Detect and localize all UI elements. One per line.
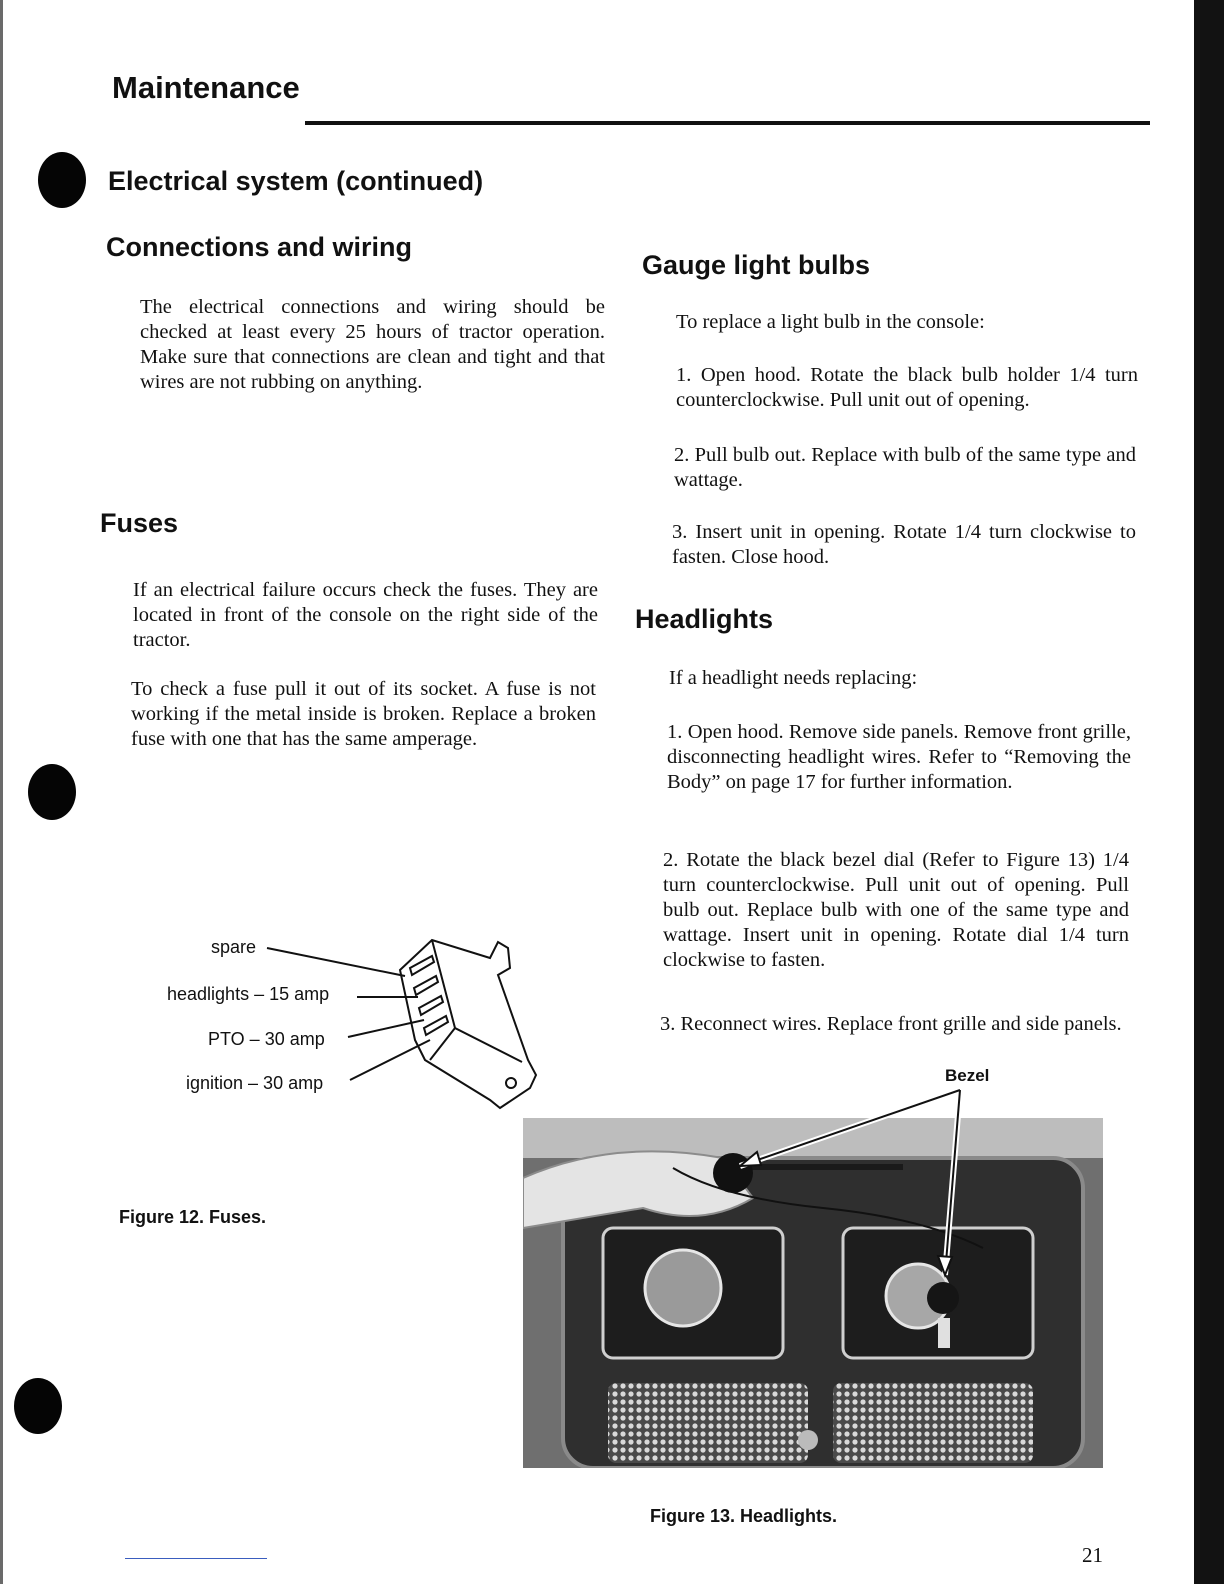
fuse-label-pto: PTO – 30 amp — [208, 1029, 325, 1049]
bezel-arrow-left — [740, 1090, 960, 1166]
page-header-title: Maintenance — [112, 70, 300, 105]
fuse-label-spare: spare — [211, 937, 257, 957]
fuses-paragraph-1: If an electrical failure occurs check the fuses. They are located in front of the console on the right side of the tractor. — [133, 579, 598, 651]
fuses-paragraph-2: To check a fuse pull it out of its socket. A fuse is not working if the metal inside is broken. Replace a broken fuse with one that has the same amperage. — [131, 678, 596, 750]
fuses-heading: Fuses — [100, 508, 179, 538]
fuse-label-ignition: ignition – 30 amp — [186, 1073, 324, 1093]
headlights-step-3: 3. Reconnect wires. Replace front grille and side panels. — [660, 1013, 1122, 1035]
bezel-callout-label: Bezel — [945, 1066, 990, 1085]
connections-heading: Connections and wiring — [106, 232, 413, 262]
gauge-step-3: 3. Insert unit in opening. Rotate 1/4 turn clockwise to fasten. Close hood. — [672, 521, 1136, 568]
gauge-step-2: 2. Pull bulb out. Replace with bulb of the same type and wattage. — [674, 444, 1136, 491]
headlights-step-1: 1. Open hood. Remove side panels. Remove front grille, disconnecting headlight wires. Refer to “Removing the Body” on page 17 for further information. — [667, 721, 1131, 793]
gauge-heading: Gauge light bulbs — [642, 250, 870, 280]
headlights-intro: If a headlight needs replacing: — [669, 667, 918, 689]
figure-13-caption: Figure 13. Headlights. — [650, 1506, 838, 1526]
connections-body: The electrical connections and wiring should be checked at least every 25 hours of tractor operation. Make sure that connections are clean and tight and that wires are not rubbing on anything. — [140, 296, 605, 393]
footer-line — [125, 1558, 267, 1559]
headlights-heading: Headlights — [635, 604, 774, 634]
bezel-arrow-right — [945, 1090, 960, 1275]
headlights-step-2: 2. Rotate the black bezel dial (Refer to Figure 13) 1/4 turn counterclockwise. Pull unit out of opening. Pull bulb out. Replace bulb with one of the same type and wattage. Insert unit in opening. Rotate dial 1/4 turn clockwise to fasten. — [663, 849, 1129, 971]
gauge-step-1: 1. Open hood. Rotate the black bulb holder 1/4 turn counterclockwise. Pull unit out of opening. — [676, 364, 1138, 411]
page-number: 21 — [1082, 1543, 1103, 1567]
section-title: Electrical system (continued) — [108, 166, 484, 196]
figure-12-caption: Figure 12. Fuses. — [119, 1207, 267, 1227]
gauge-intro: To replace a light bulb in the console: — [676, 311, 985, 333]
fuse-label-headlights: headlights – 15 amp — [167, 984, 330, 1004]
